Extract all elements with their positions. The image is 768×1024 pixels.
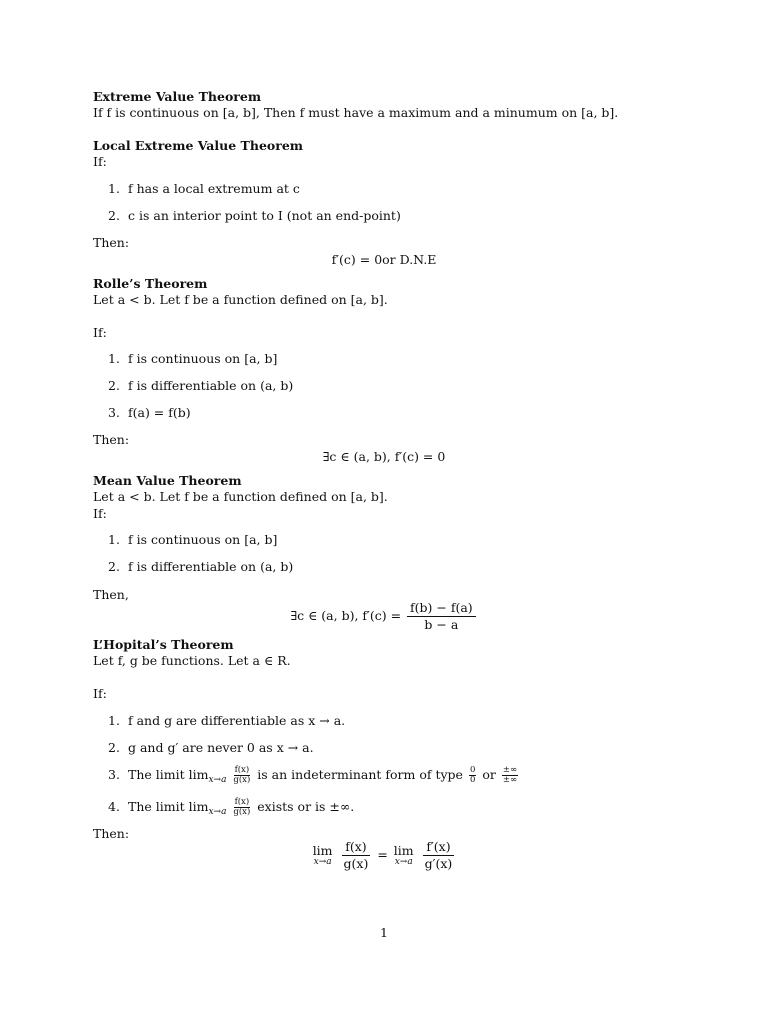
- mvt-then: Then,: [93, 587, 129, 602]
- lhopital-item-3: [108, 764, 520, 791]
- limit-word: lim: [393, 842, 414, 858]
- item-text: is an indeterminant form of type: [257, 767, 463, 782]
- fraction-numerator: ±∞: [502, 765, 518, 775]
- item-number: 1.: [108, 713, 120, 728]
- item-text: or: [482, 767, 496, 782]
- mvt-item-1: [108, 532, 277, 548]
- lhopital-heading: L’Hopital’s Theorem: [93, 637, 234, 652]
- rhs-fraction: [422, 840, 456, 871]
- mvt-heading: Mean Value Theorem: [93, 473, 242, 488]
- fraction-numerator: f(x): [234, 797, 250, 807]
- page-number: 1: [380, 925, 388, 940]
- fraction-numerator: f(x): [234, 765, 250, 775]
- rolle-item-1: [108, 351, 277, 367]
- limit-subscript: x→a: [313, 856, 332, 867]
- fraction-numerator: 0: [469, 765, 476, 775]
- infinity-over-infinity-fraction: [502, 766, 518, 785]
- item-number: 2.: [108, 378, 120, 393]
- item-text: f has a local extremum at c: [128, 181, 300, 196]
- fraction-numerator: f(b) − f(a): [407, 601, 476, 617]
- lhopital-then: Then:: [93, 826, 130, 841]
- equals-sign: =: [377, 847, 388, 862]
- item-text: f and g are differentiable as x → a.: [128, 713, 346, 728]
- lhopital-item-2: [108, 740, 314, 756]
- lhopital-intro: Let f, g be functions. Let a ∈ R.: [93, 653, 291, 668]
- item-text: exists or is ±∞.: [257, 799, 355, 814]
- evt-body: If f is continuous on [a, b], Then f must have a maximum and a minumum on [a, b].: [93, 105, 619, 120]
- item-number: 2.: [108, 559, 120, 574]
- item-number: 2.: [108, 208, 120, 223]
- limit-subscript: x→a: [208, 807, 227, 817]
- item-text: f is differentiable on (a, b): [128, 559, 294, 574]
- limit-subscript: x→a: [394, 856, 413, 867]
- rolle-result-equation: ∃c ∈ (a, b), f′(c) = 0: [322, 449, 446, 464]
- fraction-denominator: g(x): [233, 775, 251, 785]
- inline-fraction: [232, 766, 251, 785]
- limit-word: lim: [312, 842, 333, 858]
- let-item-2: [108, 208, 401, 224]
- fraction-denominator: g(x): [343, 856, 369, 871]
- fraction-denominator: 0: [469, 775, 476, 785]
- rolle-intro: Let a < b. Let f be a function defined on [a, b].: [93, 292, 388, 307]
- mvt-result-fraction: [407, 601, 476, 632]
- rolle-then: Then:: [93, 432, 130, 447]
- evt-heading: Extreme Value Theorem: [93, 89, 262, 104]
- let-if: If:: [93, 154, 107, 169]
- fraction-denominator: ±∞: [502, 775, 518, 785]
- rolle-item-3: [108, 405, 191, 421]
- limit-subscript: x→a: [208, 775, 227, 785]
- item-number: 3.: [108, 767, 120, 782]
- item-text: The limit lim: [128, 767, 209, 782]
- lhopital-result-equation: [0, 838, 768, 872]
- item-number: 4.: [108, 799, 120, 814]
- let-result-equation: f′(c) = 0or D.N.E: [331, 252, 437, 267]
- let-item-1: [108, 181, 300, 197]
- lhopital-item-4: [108, 796, 354, 823]
- item-number: 1.: [108, 532, 120, 547]
- item-text: g and g′ are never 0 as x → a.: [128, 740, 314, 755]
- let-heading: Local Extreme Value Theorem: [93, 138, 303, 153]
- rolle-if: If:: [93, 325, 107, 340]
- rolle-item-2: [108, 378, 293, 394]
- lhopital-item-1: [108, 713, 345, 729]
- fraction-denominator: b − a: [424, 617, 459, 632]
- mvt-item-2: [108, 559, 293, 575]
- rolle-heading: Rolle’s Theorem: [93, 276, 208, 291]
- zero-over-zero-fraction: [469, 766, 476, 785]
- mvt-result-lhs: ∃c ∈ (a, b), f′(c) =: [290, 608, 402, 623]
- item-text: f is continuous on [a, b]: [128, 351, 278, 366]
- fraction-denominator: g(x): [233, 807, 251, 817]
- let-then: Then:: [93, 235, 130, 250]
- fraction-numerator: f′(x): [423, 840, 453, 856]
- fraction-denominator: g′(x): [424, 856, 453, 871]
- inline-fraction: [232, 798, 251, 817]
- item-text: The limit lim: [128, 799, 209, 814]
- item-text: f is differentiable on (a, b): [128, 378, 294, 393]
- lhopital-if: If:: [93, 686, 107, 701]
- item-text: c is an interior point to I (not an end-point): [128, 208, 401, 223]
- limit-operator: [393, 842, 414, 867]
- item-number: 1.: [108, 181, 120, 196]
- mvt-if: If:: [93, 506, 107, 521]
- mvt-intro: Let a < b. Let f be a function defined on [a, b].: [93, 489, 388, 504]
- fraction-numerator: f(x): [342, 840, 369, 856]
- item-number: 2.: [108, 740, 120, 755]
- item-text: f(a) = f(b): [128, 405, 191, 420]
- limit-operator: [312, 842, 333, 867]
- lhs-fraction: [341, 840, 372, 871]
- item-text: f is continuous on [a, b]: [128, 532, 278, 547]
- item-number: 3.: [108, 405, 120, 420]
- item-number: 1.: [108, 351, 120, 366]
- mvt-result-equation: [0, 599, 768, 633]
